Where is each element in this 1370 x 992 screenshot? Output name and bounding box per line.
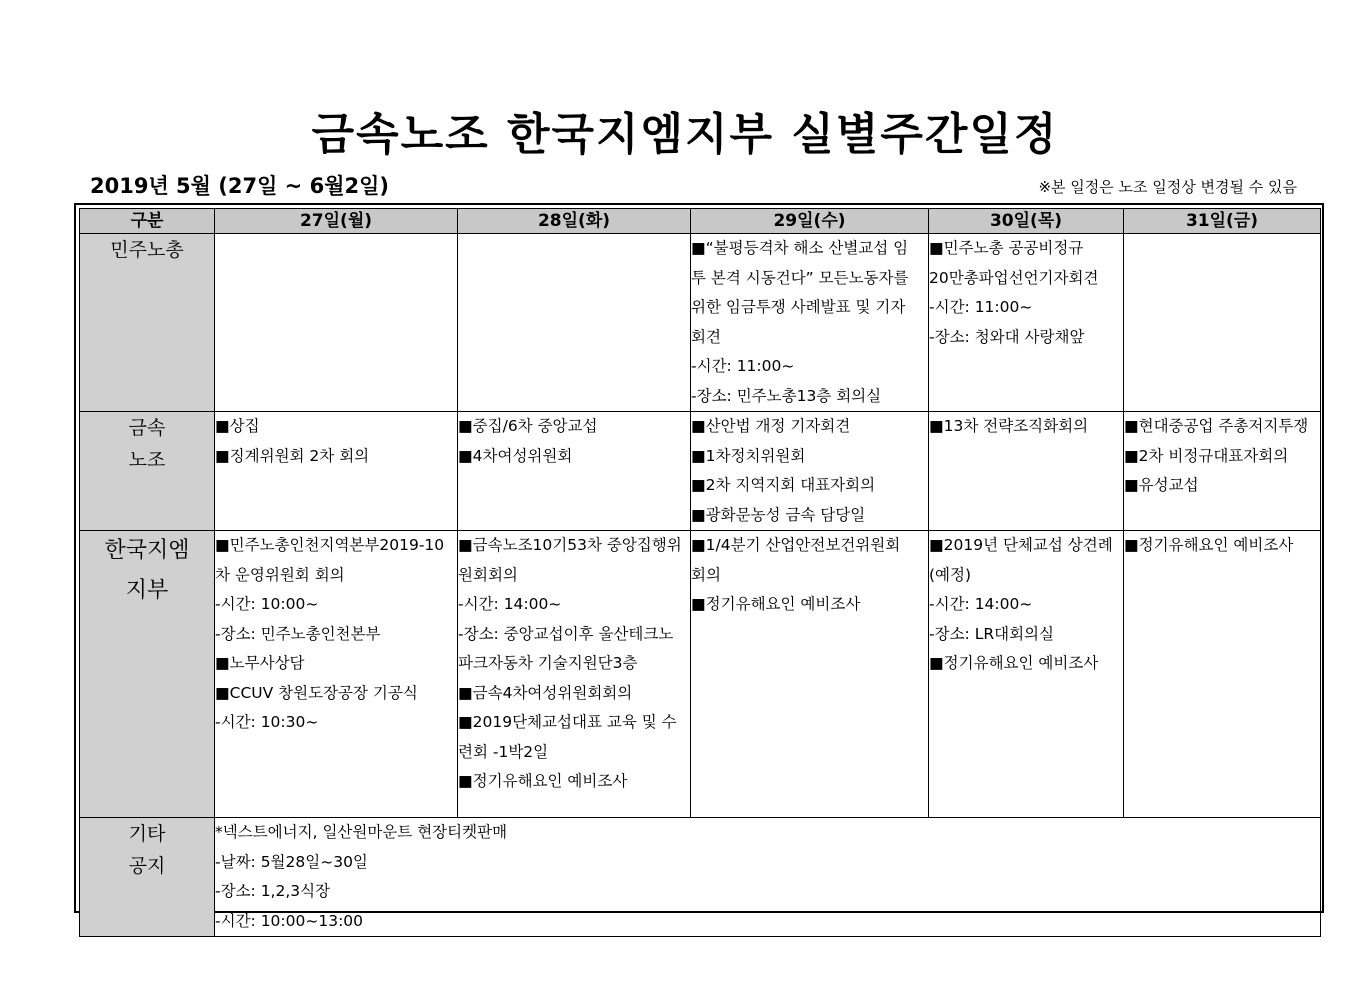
row-label-line: 지부 bbox=[125, 578, 169, 603]
row-label bbox=[80, 531, 215, 818]
schedule-cell bbox=[929, 531, 1124, 818]
schedule-entry: (예정) bbox=[929, 565, 972, 584]
schedule-entry: ■CCUV 창원도장공장 기공식 bbox=[215, 683, 418, 702]
row-kctu bbox=[80, 234, 1321, 412]
schedule-entry: ■정기유해요인 예비조사 bbox=[691, 595, 861, 613]
schedule-entry: 위한 임금투쟁 사례발표 및 기자 bbox=[691, 298, 906, 316]
schedule-cell bbox=[929, 412, 1124, 531]
row-label bbox=[80, 412, 215, 531]
schedule-cell bbox=[458, 531, 691, 818]
header-category: 구분 bbox=[80, 209, 215, 234]
notice-entry: -날짜: 5월28일~30일 bbox=[215, 852, 368, 871]
schedule-entry: -시간: 11:00~ bbox=[929, 298, 1033, 316]
header-day-mon: 27일(월) bbox=[215, 209, 458, 234]
schedule-entry: ■광화문농성 금속 담당일 bbox=[691, 505, 866, 524]
schedule-entry: ■2019년 단체교섭 상견례 bbox=[929, 536, 1113, 554]
notice-entry: *넥스트에너지, 일산원마운트 현장티켓판매 bbox=[215, 823, 508, 841]
schedule-cell bbox=[215, 531, 458, 818]
schedule-entry: ■4차여성위원회 bbox=[458, 446, 573, 465]
schedule-entry: -시간: 10:30~ bbox=[215, 713, 319, 731]
schedule-entry: ■유성교섭 bbox=[1124, 476, 1199, 494]
schedule-frame bbox=[74, 203, 1324, 930]
schedule-entry: ■민주노총 공공비정규 bbox=[929, 239, 1084, 257]
header-day-tue: 28일(화) bbox=[458, 209, 691, 234]
row-label bbox=[80, 234, 215, 412]
schedule-period: 2019년 5월 (27일 ~ 6월2일) bbox=[90, 174, 389, 198]
schedule-entry: ■1/4분기 산업안전보건위원회 bbox=[691, 536, 901, 554]
row-other-notice bbox=[80, 818, 1321, 937]
schedule-entry: -장소: 민주노총13층 회의실 bbox=[691, 386, 882, 405]
schedule-entry: 회견 bbox=[691, 327, 721, 346]
schedule-cell bbox=[1124, 412, 1321, 531]
schedule-entry: 차 운영위원회 회의 bbox=[215, 565, 345, 584]
schedule-table bbox=[79, 208, 1321, 937]
schedule-entry: -장소: LR대회의실 bbox=[929, 624, 1054, 643]
schedule-entry: 투 본격 시동건다” 모든노동자를 bbox=[691, 268, 909, 287]
schedule-cell bbox=[691, 234, 929, 412]
schedule-cell bbox=[215, 412, 458, 531]
schedule-entry: -시간: 14:00~ bbox=[458, 595, 562, 613]
header-day-thu: 30일(목) bbox=[929, 209, 1124, 234]
notice-cell bbox=[215, 818, 1321, 937]
schedule-entry: ■1차정치위원회 bbox=[691, 446, 806, 465]
row-label-line: 노조 bbox=[128, 449, 166, 471]
schedule-entry: ■산안법 개정 기자회견 bbox=[691, 417, 851, 435]
schedule-entry: ■징계위원회 2차 회의 bbox=[215, 446, 370, 465]
schedule-entry: -장소: 청와대 사랑채앞 bbox=[929, 327, 1085, 346]
schedule-entry: -시간: 10:00~ bbox=[215, 595, 319, 613]
row-gm-korea-branch bbox=[80, 531, 1321, 818]
schedule-entry: ■2019단체교섭대표 교육 및 수 bbox=[458, 713, 677, 731]
schedule-entry: 파크자동차 기술지원단3층 bbox=[458, 654, 638, 672]
schedule-cell bbox=[691, 531, 929, 818]
schedule-entry: ■정기유해요인 예비조사 bbox=[458, 772, 628, 790]
schedule-entry: -시간: 11:00~ bbox=[691, 357, 795, 375]
schedule-cell bbox=[1124, 531, 1321, 818]
schedule-entry: ■상집 bbox=[215, 417, 260, 435]
schedule-entry: ■중집/6차 중앙교섭 bbox=[458, 417, 598, 435]
schedule-entry: -장소: 중앙교섭이후 울산테크노 bbox=[458, 624, 674, 643]
row-label-line: 민주노총 bbox=[110, 239, 184, 261]
row-label bbox=[80, 818, 215, 937]
schedule-entry: ■2차 지역지회 대표자회의 bbox=[691, 476, 876, 494]
page-title: 금속노조 한국지엠지부 실별주간일정 bbox=[311, 109, 1059, 160]
schedule-entry: 련회 -1박2일 bbox=[458, 742, 549, 761]
row-label-line: 금속 bbox=[128, 417, 166, 439]
schedule-entry: ■13차 전략조직화회의 bbox=[929, 417, 1089, 435]
schedule-entry: ■2차 비정규대표자회의 bbox=[1124, 446, 1289, 465]
schedule-entry: 20만총파업선언기자회견 bbox=[929, 268, 1099, 287]
schedule-entry: 원회회의 bbox=[458, 565, 518, 584]
header-day-wed: 29일(수) bbox=[691, 209, 929, 234]
schedule-entry: ■노무사상담 bbox=[215, 654, 305, 672]
row-label-line: 기타 bbox=[128, 823, 166, 845]
schedule-cell bbox=[1124, 234, 1321, 412]
schedule-entry: ■민주노총인천지역본부2019-10 bbox=[215, 536, 445, 554]
row-label-line: 공지 bbox=[128, 855, 166, 877]
schedule-entry: ■정기유해요인 예비조사 bbox=[1124, 536, 1294, 554]
notice-entry: -장소: 1,2,3식장 bbox=[215, 882, 331, 900]
schedule-entry: ■현대중공업 주총저지투쟁 bbox=[1124, 417, 1309, 435]
schedule-entry: -시간: 14:00~ bbox=[929, 595, 1033, 613]
schedule-entry: ■금속4차여성위원회회의 bbox=[458, 683, 633, 702]
schedule-cell bbox=[458, 234, 691, 412]
schedule-cell bbox=[458, 412, 691, 531]
schedule-entry: 회의 bbox=[691, 565, 721, 584]
header-day-fri: 31일(금) bbox=[1124, 209, 1321, 234]
schedule-entry: -장소: 민주노총인천본부 bbox=[215, 624, 381, 643]
notice-entry: -시간: 10:00~13:00 bbox=[215, 911, 364, 930]
header-row bbox=[80, 209, 1321, 234]
schedule-cell bbox=[929, 234, 1124, 412]
schedule-cell bbox=[215, 234, 458, 412]
schedule-entry: ■정기유해요인 예비조사 bbox=[929, 654, 1099, 672]
row-label-line: 한국지엠 bbox=[104, 538, 190, 563]
schedule-entry: ■금속노조10기53차 중앙집행위 bbox=[458, 536, 682, 554]
schedule-entry: ■“불평등격차 해소 산별교섭 임 bbox=[691, 239, 909, 257]
schedule-cell bbox=[691, 412, 929, 531]
row-kmwu bbox=[80, 412, 1321, 531]
schedule-note: ※본 일정은 노조 일정상 변경될 수 있음 bbox=[1038, 178, 1297, 196]
